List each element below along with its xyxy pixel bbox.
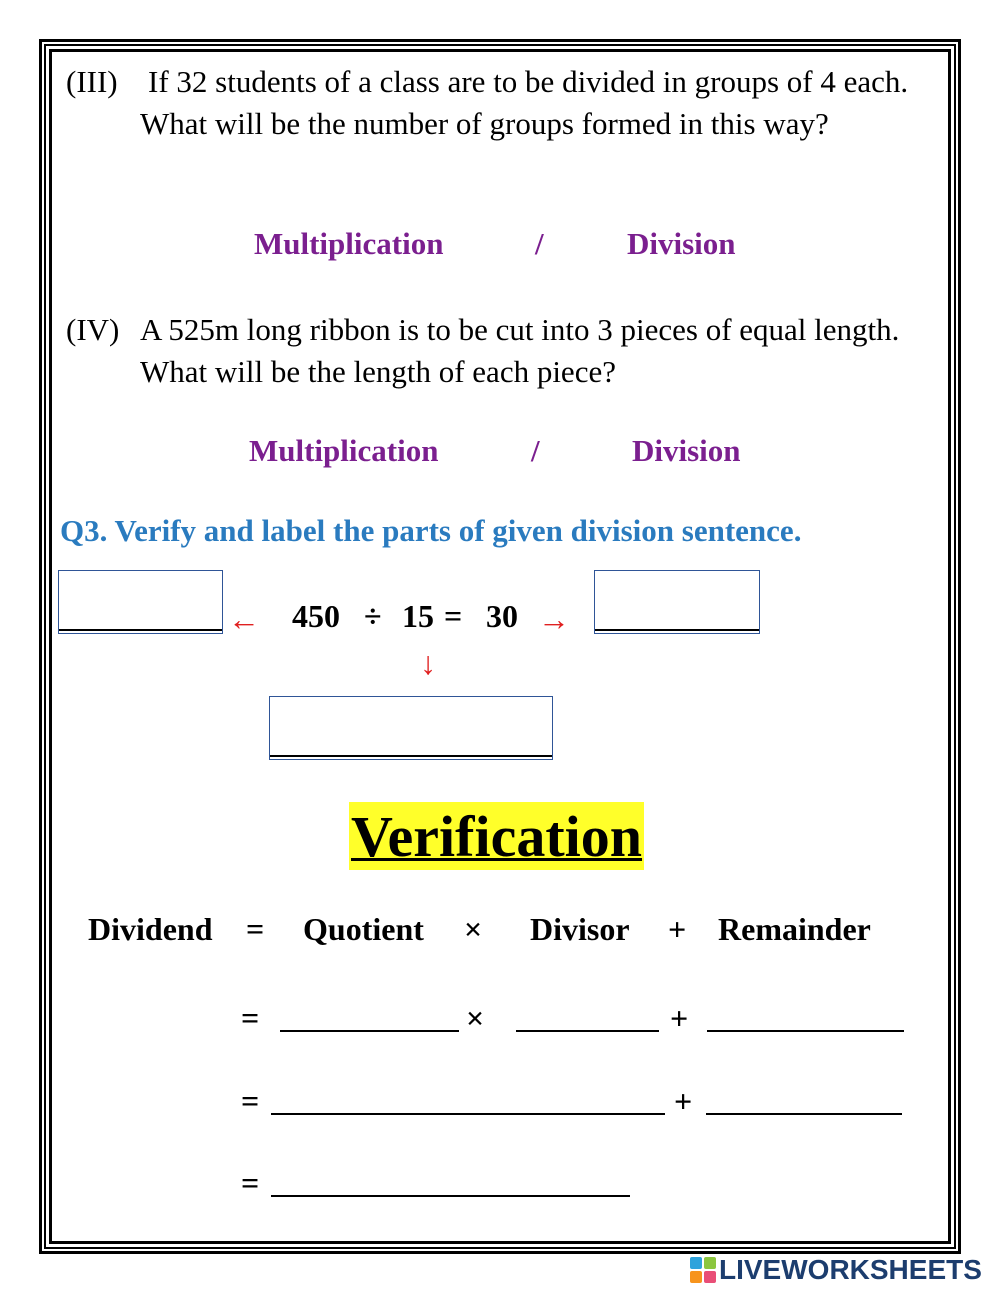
choice-division-iii[interactable]: Division bbox=[627, 226, 736, 261]
question-number-iii: (III) bbox=[66, 64, 118, 99]
arrow-right-icon: → bbox=[538, 601, 570, 637]
label-input-quotient[interactable] bbox=[594, 570, 760, 634]
arrow-left-icon: ← bbox=[228, 601, 260, 637]
liveworksheets-logo[interactable] bbox=[690, 1253, 982, 1287]
arrow-down-icon: ↓ bbox=[420, 645, 436, 681]
choice-multiplication-iii[interactable]: Multiplication bbox=[254, 226, 444, 261]
row1-divisor-blank[interactable] bbox=[516, 1030, 659, 1032]
choice-separator-iii: / bbox=[535, 226, 544, 261]
choice-multiplication-iv[interactable]: Multiplication bbox=[249, 433, 439, 468]
row2-product-blank[interactable] bbox=[271, 1113, 665, 1115]
formula-times: × bbox=[464, 911, 483, 947]
question-text-iv: A 525m long ribbon is to be cut into 3 pieces of equal length. What will be the length of each piece? bbox=[140, 312, 900, 389]
question-number-iv: (IV) bbox=[66, 312, 120, 347]
formula-quotient: Quotient bbox=[303, 911, 424, 947]
division-sign: ÷ bbox=[364, 598, 382, 634]
label-input-divisor[interactable] bbox=[269, 696, 553, 760]
row1-equals: = bbox=[241, 1000, 260, 1036]
label-input-dividend[interactable] bbox=[58, 570, 223, 634]
verification-title: Verification bbox=[351, 804, 643, 869]
division-equals: = bbox=[444, 598, 463, 634]
division-divisor: 15 bbox=[402, 598, 434, 634]
formula-equals: = bbox=[246, 911, 265, 947]
row2-remainder-blank[interactable] bbox=[706, 1113, 902, 1115]
row1-quotient-blank[interactable] bbox=[280, 1030, 459, 1032]
formula-remainder: Remainder bbox=[718, 911, 871, 947]
division-quotient: 30 bbox=[486, 598, 518, 634]
liveworksheets-badge-icon bbox=[690, 1257, 716, 1283]
division-dividend: 450 bbox=[292, 598, 340, 634]
question-text-iii: If 32 students of a class are to be divided in groups of 4 each. What will be the number of groups formed in this way? bbox=[140, 64, 909, 141]
row1-times: × bbox=[466, 1000, 485, 1036]
row2-plus: + bbox=[674, 1083, 693, 1119]
row1-plus: + bbox=[670, 1000, 689, 1036]
formula-dividend: Dividend bbox=[88, 911, 213, 947]
choice-division-iv[interactable]: Division bbox=[632, 433, 741, 468]
choice-separator-iv: / bbox=[531, 433, 540, 468]
row1-remainder-blank[interactable] bbox=[707, 1030, 904, 1032]
liveworksheets-logo-text: LIVEWORKSHEETS bbox=[719, 1254, 982, 1285]
row3-result-blank[interactable] bbox=[271, 1195, 630, 1197]
page-border-inner bbox=[49, 49, 951, 1244]
formula-plus: + bbox=[668, 911, 687, 947]
formula-divisor: Divisor bbox=[530, 911, 630, 947]
row2-equals: = bbox=[241, 1083, 260, 1119]
row3-equals: = bbox=[241, 1165, 260, 1201]
q3-heading: Q3. Verify and label the parts of given division sentence. bbox=[60, 513, 802, 548]
